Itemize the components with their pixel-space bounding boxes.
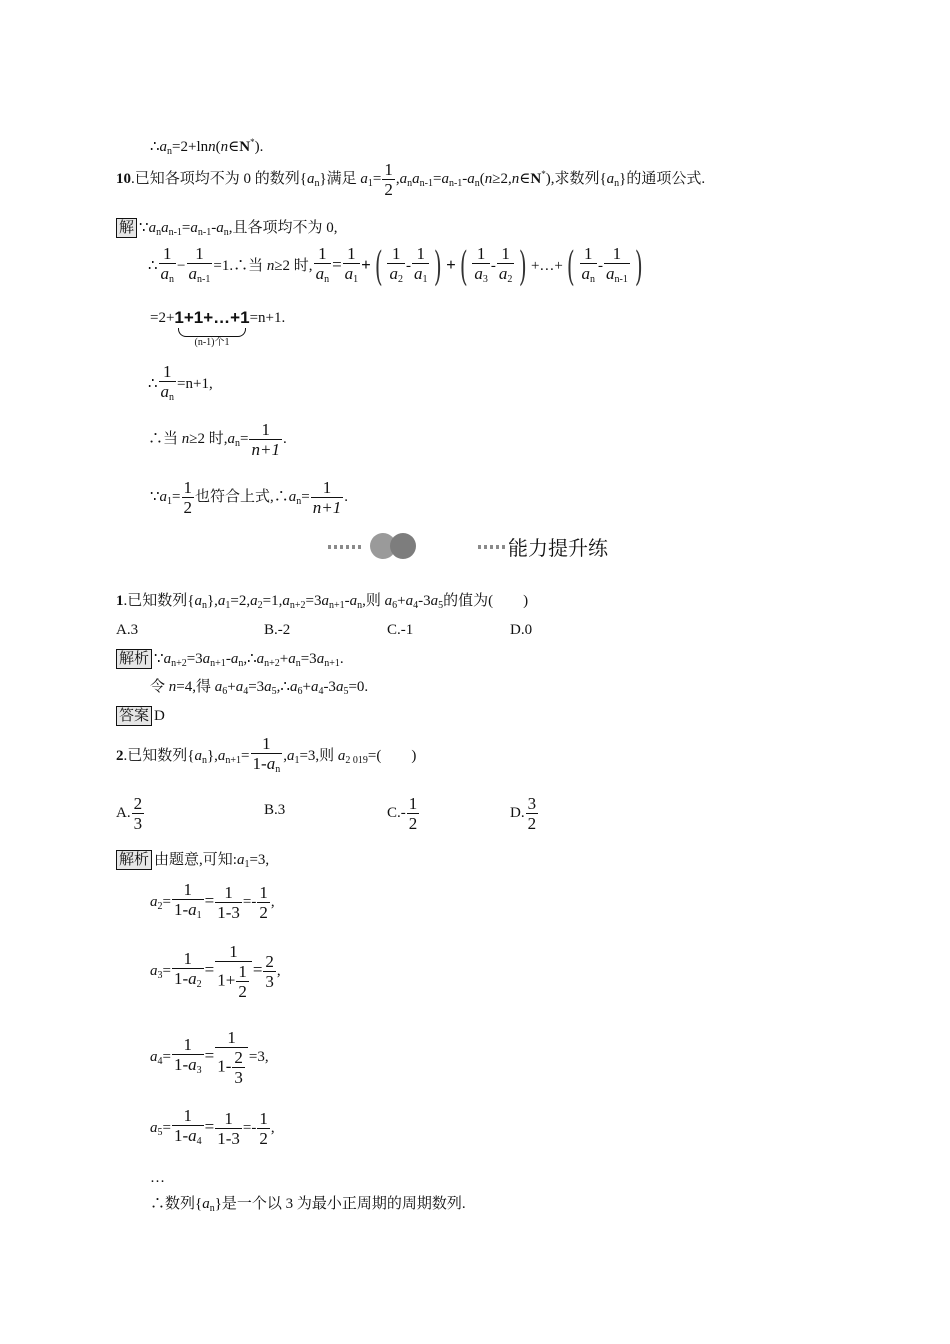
fraction-one-half: $\frac{1}{2}$ — [384, 160, 393, 199]
solution-10-line-3: =2+ 1+1+…+1 (n-1)个1 =n+1. — [150, 308, 286, 348]
solution-tag: 解 — [116, 218, 137, 238]
option-a[interactable]: A. $\frac{2}{3}$ — [116, 794, 143, 833]
option-b[interactable]: B.-2 — [264, 622, 291, 638]
solution-2-a3: $a_3=$ $\frac{1}{1-a_2}$ = 1 1+ $\frac{1}{2}$ = $\frac{2}{3}$ , — [150, 942, 281, 1001]
option-a[interactable]: A.3 — [116, 622, 139, 638]
analysis-tag: 解析 — [116, 850, 152, 870]
solution-2-ellipsis: … — [150, 1170, 165, 1186]
solution-10-line-2: ∴ $\frac{1}{a_n}$ − $\frac{1}{a_{n-1}}$ =1.∴当 n≥2 时, $\frac{1}{a_n}$ = $\frac{1}{a_1}$ +( $\frac{1}{a_2}$ - $\frac{1}{a_1}$ ) +( $\frac{1}{a_3}$ - $\frac{1}{a_2}$ ) +…+( $\frac{1}{a_n}$ - $\frac{1}{a_{n-1}}$ ) — [148, 243, 643, 290]
option-d[interactable]: D.0 — [510, 622, 533, 638]
underbrace: 1+1+…+1 (n-1)个1 — [174, 308, 250, 348]
analysis-tag: 解析 — [116, 649, 152, 669]
option-d[interactable]: D. $\frac{3}{2}$ — [510, 794, 537, 833]
circle-decoration — [390, 533, 416, 559]
top-conclusion-line: $\therefore a_n=2+\ln n(n\in N^*)$. — [150, 137, 264, 157]
question-1: 1.已知数列$\{a_n\},a_1=2,a_2=1,a_{n+2}=3a_{n+1}-a_n$,则 $a_6+a_4-3a_5$的值为( ) — [116, 593, 529, 611]
section-title: 能力提升练 — [508, 536, 608, 560]
solution-1-line-2: 令 n=4,得 $a_6+a_4=3a_5,\therefore a_6+a_4-3a_5=0$. — [150, 679, 369, 697]
question-10: 10.已知各项均不为 0 的数列$\{a_n\}$满足 $a_1=$ $\frac{1}{2}$ $,a_na_{n-1}=a_{n-1}-a_n(n\ge 2,n\in N^*)$,求数列$\{a_n\}$的通项公式. — [116, 160, 706, 199]
option-c[interactable]: C.- $\frac{1}{2}$ — [387, 794, 418, 833]
solution-2-a4: $a_4=$ $\frac{1}{1-a_3}$ = 1 1- $\frac{2}{3}$ =3, — [150, 1028, 269, 1087]
answer-value: D — [154, 708, 165, 724]
dots-decoration — [328, 545, 364, 549]
solution-2-a5: $a_5=$ $\frac{1}{1-a_4}$ = $\frac{1}{1-3}$ =- $\frac{1}{2}$ , — [150, 1106, 275, 1148]
solution-10-line-4: ∴ $\frac{1}{a_n}$ =n+1, — [148, 362, 213, 403]
answer-tag: 答案 — [116, 706, 152, 726]
solution-10-line-1: 解 $\because a_na_{n-1}=a_{n-1}-a_n$,且各项均不为 0, — [116, 218, 337, 243]
solution-10-line-6: $\because a_1=$ $\frac{1}{2}$ 也符合上式$,\therefore a_n=$ $\frac{1}{n+1}$ . — [150, 478, 348, 517]
question-2: 2.已知数列$\{a_n\},a_{n+1}=$ $\frac{1}{1-a_n}$ $,a_1=3$,则 $a_{2 019}=$( ) — [116, 734, 417, 775]
solution-10-line-5: ∴当 n≥2 时$,a_n=$ $\frac{1}{n+1}$ . — [148, 420, 287, 459]
solution-1-line-1: 解析 $\because a_{n+2}=3a_{n+1}-a_n,\therefore a_{n+2}+a_n=3a_{n+1}$. — [116, 649, 344, 674]
dots-decoration — [478, 545, 508, 549]
solution-2-line-1: 解析 由题意,可知$:a_1=3$, — [116, 850, 269, 875]
answer-line — [116, 706, 165, 726]
solution-2-a2: $a_2=$ $\frac{1}{1-a_1}$ = $\frac{1}{1-3}$ =- $\frac{1}{2}$ , — [150, 880, 275, 922]
section-banner — [320, 530, 640, 564]
option-c[interactable]: C.-1 — [387, 622, 414, 638]
option-b[interactable]: B.3 — [264, 802, 286, 818]
solution-2-conclusion: ∴数列$\{a_n\}$是一个以 3 为最小正周期的周期数列. — [150, 1196, 466, 1214]
